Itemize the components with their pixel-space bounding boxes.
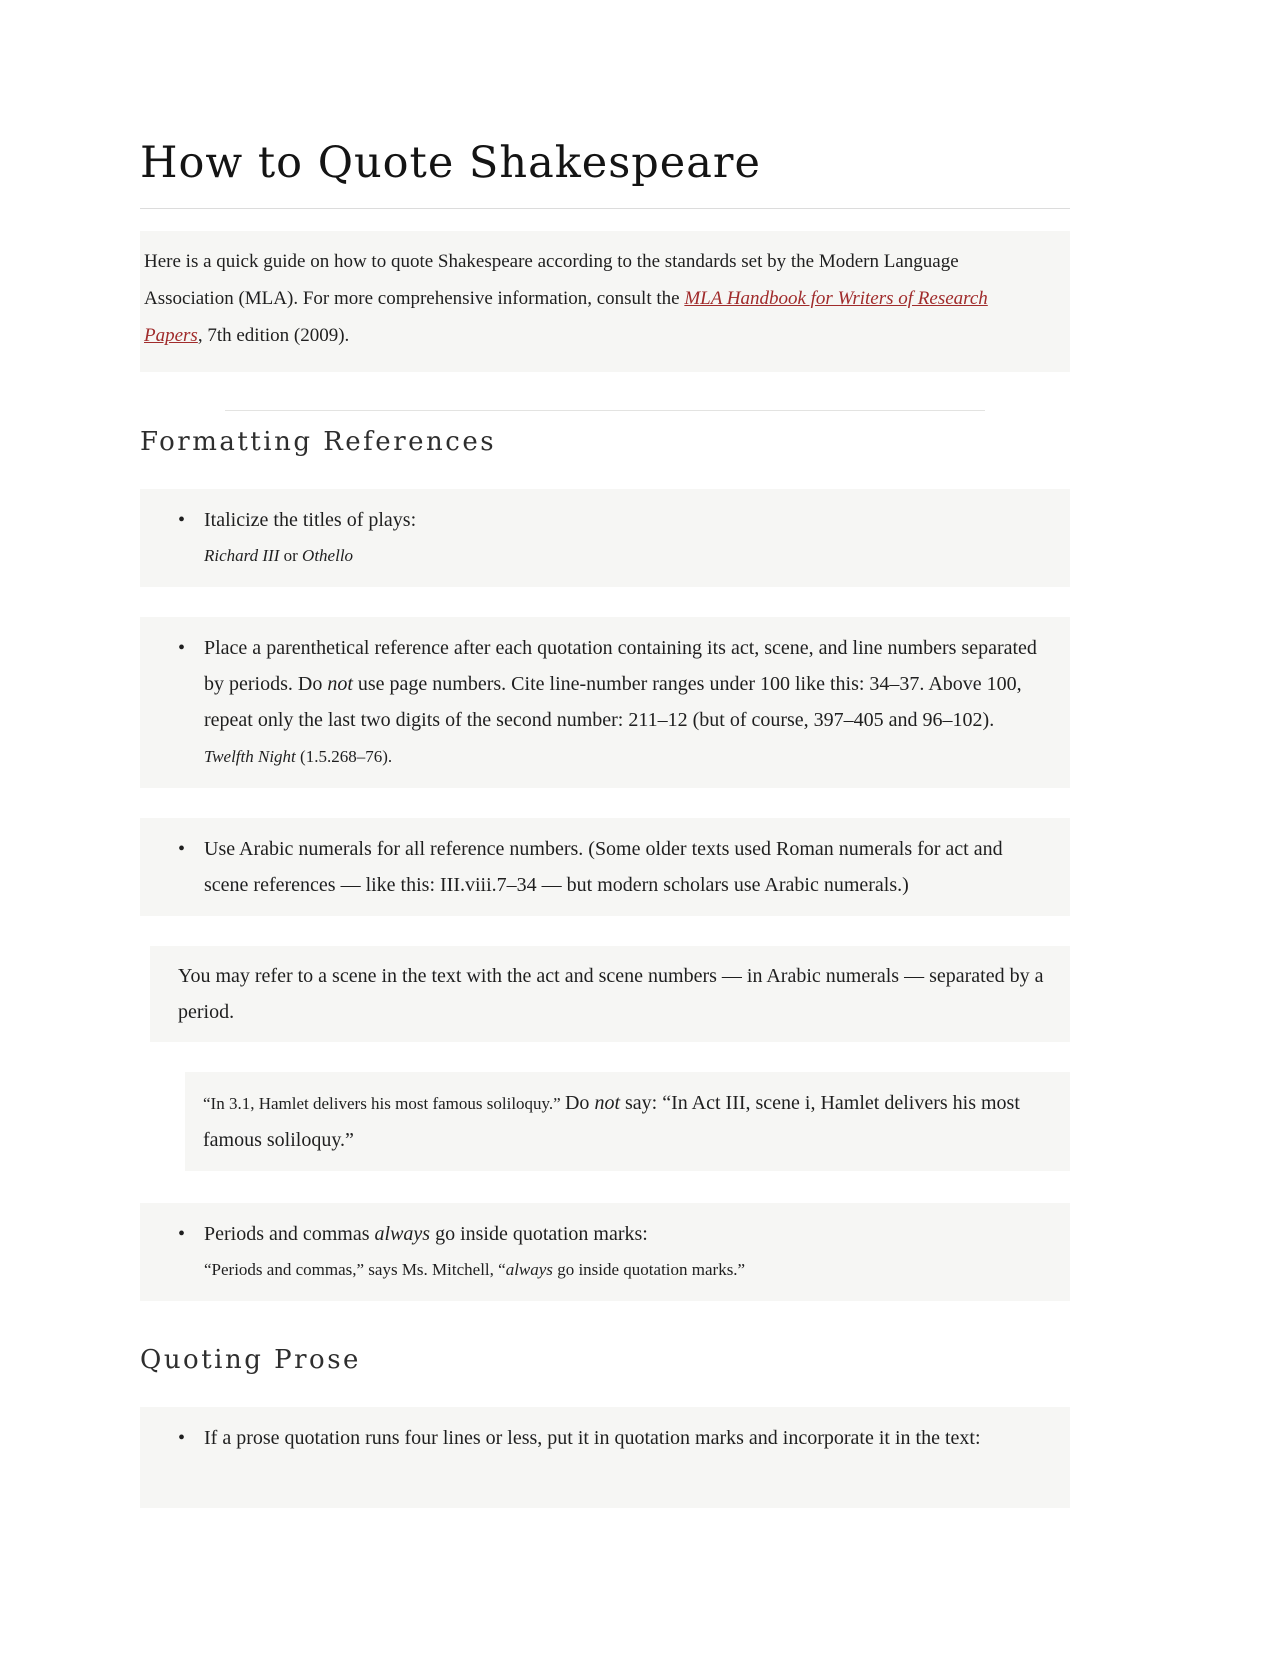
bullet-text: use page numbers. Cite line-number ranges under 100 like this: 34–37. Above 100, repeat only the last two digits of the second number: 211–12 (but of course, 397–405 and 96–102). <box>204 673 1022 731</box>
emphasis-always: always <box>505 1260 553 1279</box>
bullet-text-part: go inside quotation marks: <box>430 1223 648 1245</box>
bullet-text: Place a parenthetical reference after each quotation containing its act, scene, and line numbers separated by periods. Do <box>204 637 1037 695</box>
intro-paragraph <box>140 231 1070 372</box>
or-text: or <box>279 546 303 565</box>
scene-reference-paragraph: You may refer to a scene in the text with the act and scene numbers — in Arabic numerals — separated by a period. <box>150 946 1070 1042</box>
list-item-periods-commas <box>140 1203 1070 1301</box>
intro-text-before: Here is a quick guide on how to quote Shakespeare according to the standards set by the Modern Language Association (MLA). For more comprehensive information, consult the <box>144 251 959 309</box>
play-title-richard: Richard III <box>204 546 280 565</box>
soliloquy-example-quote <box>185 1072 1070 1171</box>
bullet-text-part: Periods and commas <box>204 1223 375 1245</box>
emphasis-not: not <box>594 1092 620 1114</box>
list-item-prose-quotation <box>140 1407 1070 1508</box>
bullet-example <box>204 538 1040 574</box>
formatting-bullet-list <box>140 489 1070 916</box>
bullet-example <box>204 1252 1040 1288</box>
quote-text: Do <box>564 1092 595 1114</box>
example-text-part: go inside quotation marks.” <box>552 1260 746 1279</box>
quote-text: say: “In Act III, scene i, Hamlet delivers his most famous soliloquy.” <box>203 1092 1020 1151</box>
section-divider <box>225 410 985 411</box>
list-item-arabic-numerals <box>140 818 1070 916</box>
list-item-parenthetical-reference <box>140 617 1070 788</box>
bullet-text: • Italicize the titles of plays: <box>204 509 417 531</box>
bullet-text: If a prose quotation runs four lines or less, put it in quotation marks and incorporate it in the text: <box>204 1427 981 1449</box>
emphasis-not: not <box>327 673 353 695</box>
section-heading-quoting-prose: Quoting Prose <box>140 1345 361 1375</box>
mla-handbook-link[interactable]: MLA Handbook for Writers of Research Papers <box>144 288 988 346</box>
bullet-text: (1.5.268–76). <box>295 747 393 766</box>
prose-bullet-list <box>140 1407 1070 1508</box>
play-title-othello: Othello <box>302 546 354 565</box>
example-text-part: “Periods and commas,” says Ms. Mitchell, “ <box>204 1260 506 1279</box>
intro-text-after: , 7th edition (2009). <box>197 325 350 346</box>
page-title: How to Quote Shakespeare <box>140 138 761 188</box>
list-item-italicize-titles <box>140 489 1070 587</box>
bullet-text: Use Arabic numerals for all reference numbers. (Some older texts used Roman numerals for act and scene references — like this: III.viii.7–34 — but modern scholars use Arabic numerals.) <box>204 838 1003 896</box>
bullet-text <box>204 1216 1040 1252</box>
emphasis-always: always <box>374 1223 431 1245</box>
title-divider <box>140 208 1070 209</box>
section-heading-formatting-references: Formatting References <box>140 427 497 457</box>
play-title-twelfth-night: Twelfth Night <box>204 747 296 766</box>
formatting-bullet-list-continued <box>140 1203 1070 1301</box>
quote-text-small: “In 3.1, Hamlet delivers his most famous soliloquy.” <box>203 1094 565 1113</box>
